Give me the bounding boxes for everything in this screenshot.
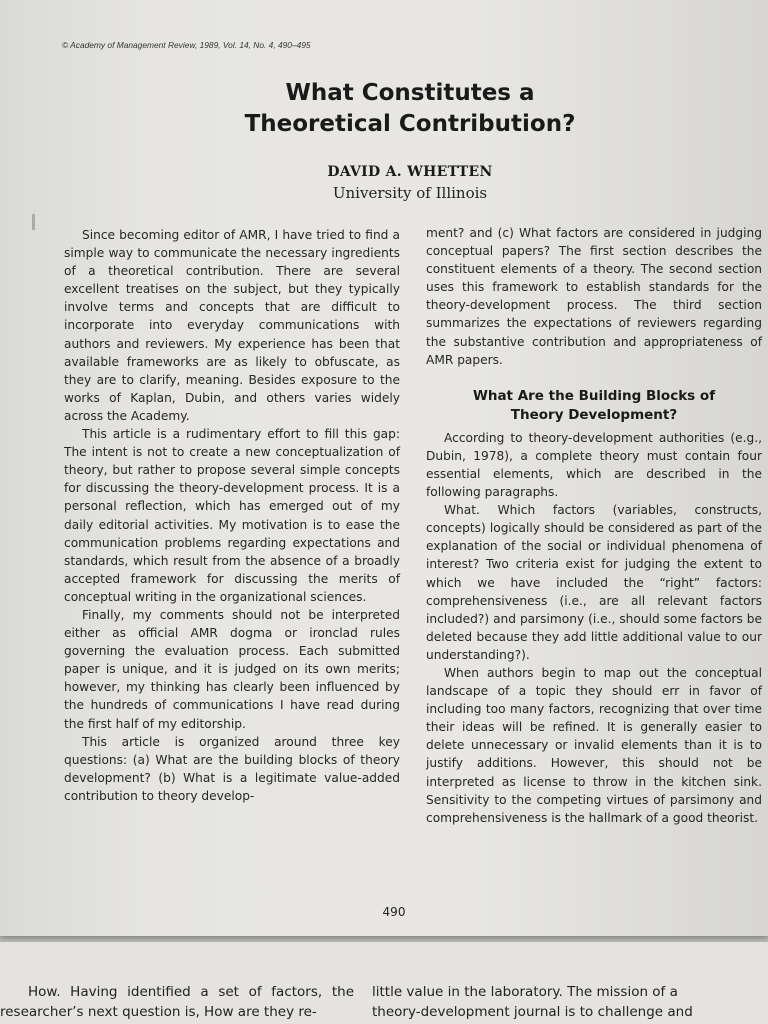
- next-page-fragment: [0, 942, 768, 1024]
- left-paragraph-3: Finally, my comments should not be interpreted either as official AMR dogma or ironclad rules governing the evaluation process. Each submitted paper is unique, and it is judged on its own merits; however, my thinking has clearly been influenced by the hundreds of communications I have read during the first half of my editorship.: [64, 607, 400, 731]
- right-column: [426, 224, 762, 827]
- right-paragraph-4: When authors begin to map out the conceptual landscape of a topic they should err in favor of including too many factors, recognizing that over time their ideas will be refined. It is generally easier to delete unnecessary or invalid elements than it is to justify additions. However, this should not be interpreted as license to throw in the kitchen sink. Sensitivity to the competing virtues of parsimony and comprehensiveness is the hallmark of a good theorist.: [426, 665, 762, 825]
- right-paragraph-3: What. Which factors (variables, constructs, concepts) logically should be considered as part of the explanation of the social or individual phenomena of interest? Two criteria exist for judging the extent to which we have included the “right” factors: comprehensiveness (i.e., are all relevant factors included?) and parsimony (i.e., should some factors be deleted because they add little additional value to our understanding?).: [426, 503, 762, 662]
- left-paragraph-4: This article is organized around three key questions: (a) What are the building blocks of theory development? (b) What is a legitimate value-added contribution to theory develop-: [64, 734, 400, 803]
- title-line-1: What Constitutes a: [285, 80, 535, 106]
- section-heading-line-1: What Are the Building Blocks of: [472, 387, 716, 404]
- section-heading: [426, 387, 762, 425]
- right-paragraph-1: ment? and (c) What factors are considered in judging conceptual papers? The first section describes the constituent elements of a theory. The second section uses this framework to establish standards for the theory-development process. The third section summarizes the expectations of reviewers regarding the substantive contribution and appropriateness of AMR papers.: [426, 226, 762, 367]
- title-line-2: Theoretical Contribution?: [244, 111, 576, 137]
- author-affiliation: University of Illinois: [332, 184, 488, 202]
- journal-citation: © Academy of Management Review, 1989, Vol. 14, No. 4, 490–495: [62, 40, 311, 50]
- section-heading-line-2: Theory Development?: [510, 406, 678, 423]
- left-paragraph-1: Since becoming editor of AMR, I have tried to find a simple way to communicate the necessary ingredients of a theoretical contribution. There are several excellent treatises on the subject, but they typically involve terms and concepts that are difficult to incorporate into everyday communications with authors and reviewers. My experience has been that available frameworks are as likely to obfuscate, as they are to clarify, meaning. Besides exposure to the works of Kaplan, Dubin, and others varies widely across the Academy.: [64, 228, 400, 423]
- article-title: [150, 78, 670, 140]
- next-page-right-text: little value in the laboratory. The mission of a theory-development journal is to challenge and: [372, 984, 693, 1020]
- author-name: DAVID A. WHETTEN: [327, 164, 493, 180]
- right-paragraph-2: According to theory-development authorities (e.g., Dubin, 1978), a complete theory must contain four essential elements, which are described in the following paragraphs.: [426, 430, 762, 500]
- margin-ink-mark: [32, 214, 35, 230]
- page-number: 490: [382, 905, 406, 919]
- left-paragraph-2: This article is a rudimentary effort to fill this gap: The intent is not to create a new conceptualization of theory, but rather to propose several simple concepts for discussing the theory-development process. It is a personal reflection, which has emerged out of my daily editorial activities. My motivation is to ease the communication problems regarding expectations and standards, which result from the absence of a broadly accepted framework for discussing the merits of conceptual writing in the organizational sciences.: [64, 427, 400, 604]
- left-column: [64, 226, 400, 805]
- next-page-left-text: How. Having identified a set of factors, the researcher’s next question is, How are they re-: [0, 984, 354, 1020]
